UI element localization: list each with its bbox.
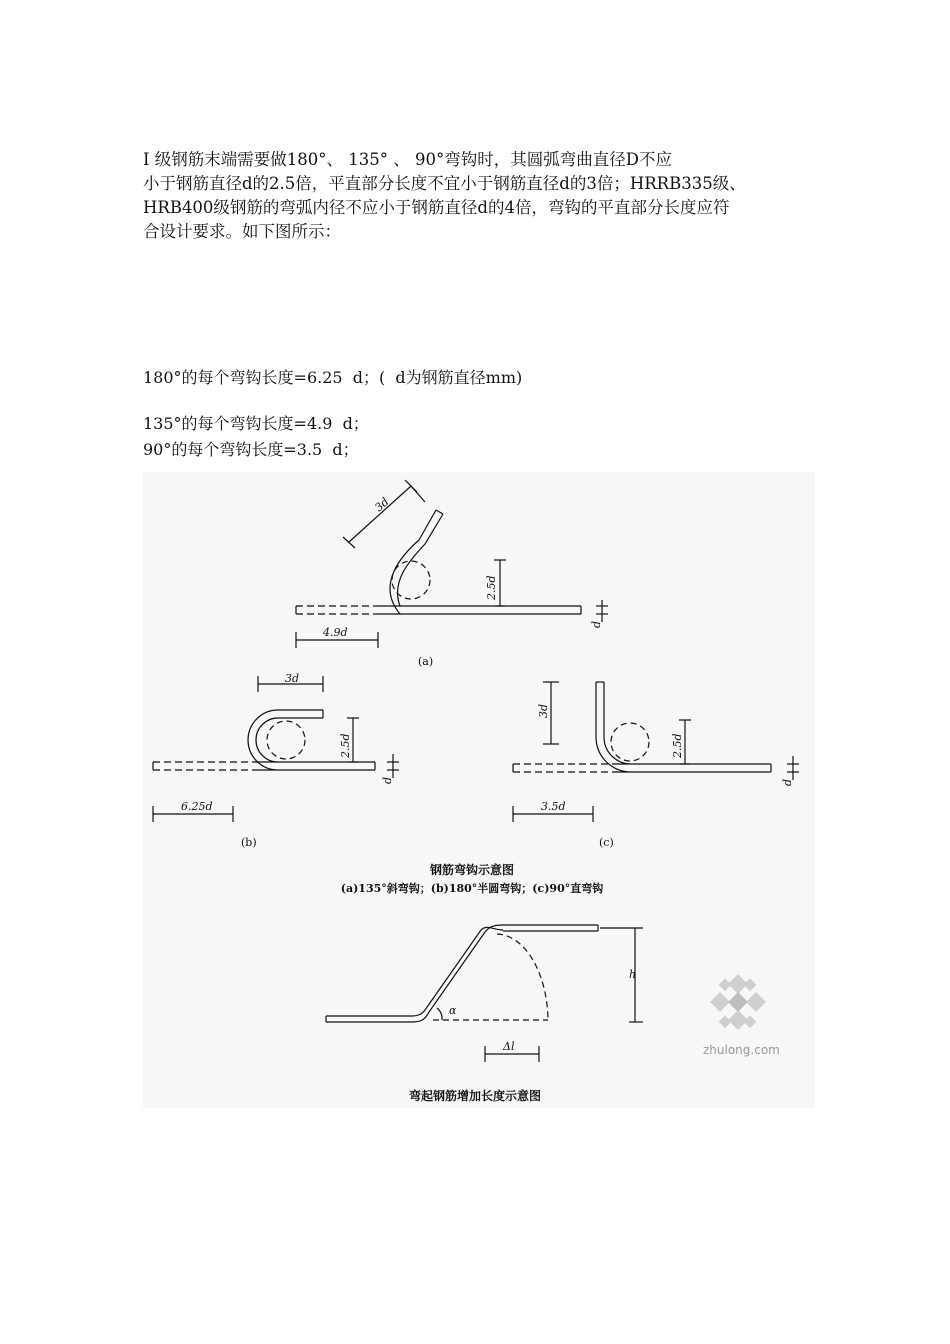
figure-drawing	[143, 472, 815, 1108]
hook-c-d-label: d	[781, 778, 794, 786]
hook-a-d-label: d	[590, 620, 603, 628]
hook-figure-caption: 钢筋弯钩示意图	[429, 863, 515, 877]
rebar-hook-figure	[143, 472, 815, 1108]
intro-line-1: Ⅰ 级钢筋末端需要做180°、 135° 、 90°弯钩时，其圆弧弯曲直径D不应	[143, 150, 672, 169]
hook-c-length-label: 3.5d	[541, 800, 566, 813]
zhulong-logo	[710, 974, 766, 1030]
intro-line-4: 合设计要求。如下图所示：	[143, 222, 341, 241]
bent-figure-caption: 弯起钢筋增加长度示意图	[408, 1089, 542, 1103]
formula-180: 180°的每个弯钩长度=6.25 d；( d为钢筋直径mm)	[143, 368, 523, 387]
formula-135: 135°的每个弯钩长度=4.9 d；	[143, 414, 369, 433]
bent-alpha-label: α	[449, 1004, 457, 1017]
hook-b-3d-label: 3d	[285, 672, 300, 685]
intro-paragraph	[143, 148, 823, 244]
hook-a-3d-label: 3d	[372, 495, 392, 515]
hook-figure-subcaption: (a)135°斜弯钩；(b)180°半圆弯钩；(c)90°直弯钩	[340, 882, 604, 895]
hook-a-tag: (a)	[418, 655, 434, 668]
hook-c-tag: (c)	[599, 836, 614, 849]
bent-delta-label: Δl	[503, 1040, 515, 1053]
formula-90: 90°的每个弯钩长度=3.5 d；	[143, 440, 359, 459]
hook-b-tag: (b)	[241, 836, 257, 849]
hook-b-d-label: d	[381, 776, 394, 784]
watermark-text: zhulong.com	[703, 1043, 780, 1057]
intro-line-2: 小于钢筋直径d的2.5倍，平直部分长度不宜小于钢筋直径d的3倍；HRRB335级、	[143, 174, 746, 193]
bent-bar-diagram	[326, 925, 643, 1062]
hook-c-3d-label: 3d	[537, 703, 550, 718]
hook-a-diagram	[296, 480, 608, 648]
intro-line-3: HRB400级钢筋的弯弧内径不应小于钢筋直径d的4倍，弯钩的平直部分长度应符	[143, 198, 730, 217]
hook-a-25d-label: 2.5d	[485, 575, 498, 600]
hook-b-length-label: 6.25d	[181, 800, 213, 813]
bent-h-label: h	[629, 968, 637, 981]
hook-c-25d-label: 2.5d	[671, 733, 684, 758]
hook-b-25d-label: 2.5d	[339, 733, 352, 758]
hook-a-length-label: 4.9d	[323, 626, 348, 639]
